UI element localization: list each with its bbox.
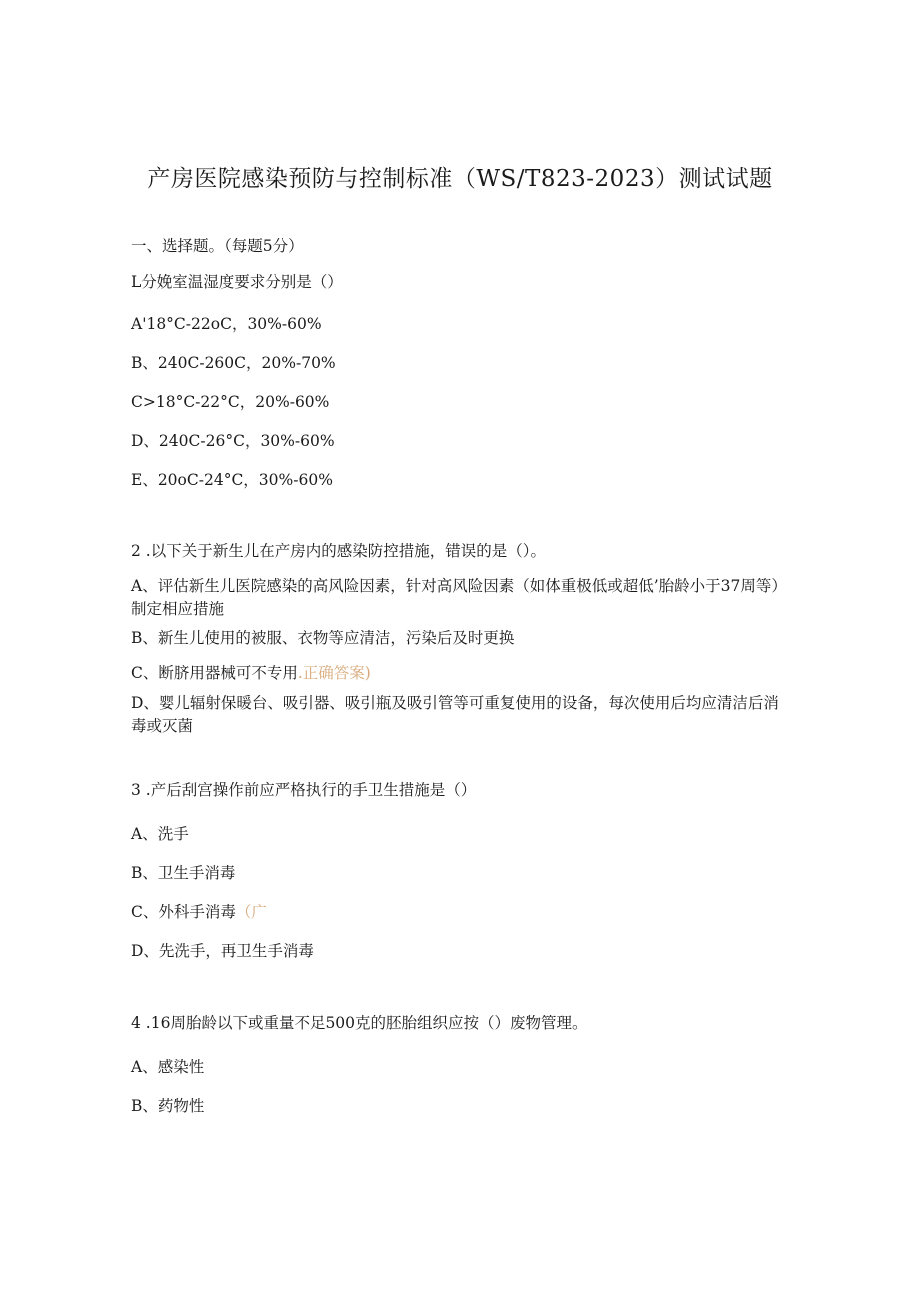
question-1-option-e: E、20oC-24°C，30%-60% xyxy=(131,471,333,489)
question-2-option-c-text: C、断脐用器械可不专用 xyxy=(131,664,298,682)
answer-mark: .正确答案) xyxy=(297,664,371,682)
question-2-option-c xyxy=(131,662,371,684)
question-2-option-a: A、评估新生儿医院感染的高风险因素，针对高风险因素（如体重极低或超低’胎龄小于37周等）制定相应措施 xyxy=(131,577,787,618)
question-1-option-b: B、240C-260C，20%-70% xyxy=(131,354,336,372)
question-4-stem: 4 .16周胎龄以下或重量不足500克的胚胎组织应按（）废物管理。 xyxy=(131,1014,588,1032)
question-2-option-b: B、新生儿使用的被服、衣物等应清洁，污染后及时更换 xyxy=(131,629,515,647)
question-1-option-d: D、240C-26°C，30%-60% xyxy=(131,432,335,450)
question-3-option-c xyxy=(131,901,267,923)
question-1-option-a: A'18°C-22oC，30%-60% xyxy=(131,315,322,333)
question-4-option-b: B、药物性 xyxy=(131,1097,205,1115)
document-title: 产房医院感染预防与控制标准（WS/T823-2023）测试试题 xyxy=(147,166,773,192)
question-2-stem: 2 .以下关于新生儿在产房内的感染防控措施，错误的是（）。 xyxy=(131,542,546,560)
question-3-stem: 3 .产后刮宫操作前应严格执行的手卫生措施是（） xyxy=(131,781,477,799)
question-1-option-c: C>18°C-22°C，20%-60% xyxy=(131,393,330,411)
question-3-option-d: D、先洗手，再卫生手消毒 xyxy=(131,942,314,960)
answer-mark: （广 xyxy=(235,903,267,921)
question-1-stem: L分娩室温湿度要求分别是（） xyxy=(131,273,343,291)
question-2-option-d: D、婴儿辐射保暖台、吸引器、吸引瓶及吸引管等可重复使用的设备，每次使用后均应清洁后消毒或灭菌 xyxy=(131,694,779,735)
question-3-option-b: B、卫生手消毒 xyxy=(131,864,236,882)
question-3-option-a: A、洗手 xyxy=(131,825,189,843)
section-header: 一、选择题。（每题5分） xyxy=(131,237,304,255)
question-4-option-a: A、感染性 xyxy=(131,1058,205,1076)
question-3-option-c-text: C、外科手消毒 xyxy=(131,903,236,921)
